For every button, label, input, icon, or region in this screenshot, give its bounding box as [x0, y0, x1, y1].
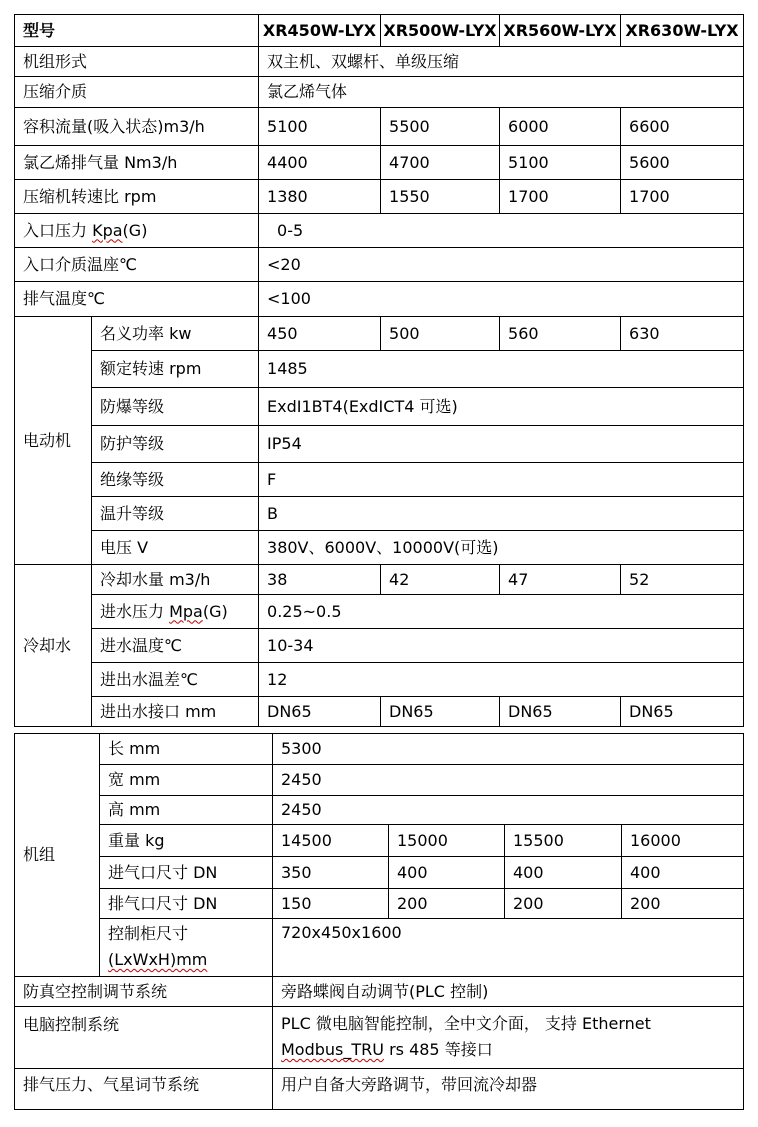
table-row — [15, 889, 744, 919]
table-row — [15, 180, 744, 214]
row-value: 2450 — [273, 765, 744, 796]
row-value: 0.25~0.5 — [259, 595, 744, 629]
table-row — [15, 108, 744, 146]
row-label — [100, 919, 273, 977]
row-label: 进水温度℃ — [92, 629, 259, 663]
row-label — [15, 214, 259, 248]
table-row — [15, 796, 744, 825]
table-row — [15, 765, 744, 796]
row-label — [92, 595, 259, 629]
row-label: 防护等级 — [92, 426, 259, 463]
row-label: 防爆等级 — [92, 388, 259, 426]
value-line-2 — [281, 1037, 743, 1063]
cell: 5500 — [381, 108, 500, 146]
table-row — [15, 565, 744, 595]
table-row — [15, 1007, 744, 1069]
cell: 14500 — [273, 825, 389, 857]
table-row — [15, 595, 744, 629]
row-label: 高 mm — [100, 796, 273, 825]
row-value: <20 — [259, 248, 744, 282]
row-value: 5300 — [273, 734, 744, 765]
cell: 4700 — [381, 146, 500, 180]
row-value: 双主机、双螺杆、单级压缩 — [259, 47, 744, 77]
header-row — [15, 15, 744, 47]
table-row — [15, 734, 744, 765]
cell: 450 — [259, 317, 381, 351]
row-label: 冷却水量 m3/h — [92, 565, 259, 595]
table-row — [15, 463, 744, 497]
table-row — [15, 825, 744, 857]
group-label-cooling: 冷却水 — [15, 565, 92, 727]
row-value: 氯乙烯气体 — [259, 77, 744, 108]
model-1: XR450W-LYX — [259, 15, 381, 47]
table-row — [15, 282, 744, 317]
table-row — [15, 663, 744, 697]
label-unit: Kpa — [92, 220, 123, 240]
table-row — [15, 351, 744, 388]
table-row — [15, 77, 744, 108]
label-suffix: (G) — [202, 601, 228, 621]
cell: DN65 — [621, 697, 744, 727]
row-label: 入口介质温座℃ — [15, 248, 259, 282]
row-label: 进出水接口 mm — [92, 697, 259, 727]
row-label: 排气口尺寸 DN — [100, 889, 273, 919]
label-text: 入口压力 — [23, 220, 93, 240]
row-value: IP54 — [259, 426, 744, 463]
row-label: 温升等级 — [92, 497, 259, 531]
cell: 15500 — [505, 825, 622, 857]
table-row — [15, 317, 744, 351]
row-label: 压缩机转速比 rpm — [15, 180, 259, 214]
row-value: 1485 — [259, 351, 744, 388]
row-label: 排气温度℃ — [15, 282, 259, 317]
cell: 1380 — [259, 180, 381, 214]
row-value: 旁路蝶阀自动调节(PLC 控制) — [273, 977, 744, 1007]
cell: DN65 — [500, 697, 621, 727]
cell: 6600 — [621, 108, 744, 146]
cell: 47 — [500, 565, 621, 595]
cell: 38 — [259, 565, 381, 595]
table-row — [15, 629, 744, 663]
cell: 5100 — [500, 146, 621, 180]
row-value: 0-5 — [259, 214, 744, 248]
cell: 560 — [500, 317, 621, 351]
row-label: 电压 V — [92, 531, 259, 565]
table-row — [15, 977, 744, 1007]
model-4: XR630W-LYX — [621, 15, 744, 47]
cell: 16000 — [622, 825, 744, 857]
cell: 5100 — [259, 108, 381, 146]
row-label: 氯乙烯排气量 Nm3/h — [15, 146, 259, 180]
table-row — [15, 857, 744, 889]
table-row — [15, 47, 744, 77]
row-value: 380V、6000V、10000V(可选) — [259, 531, 744, 565]
table-row — [15, 497, 744, 531]
row-label: 绝缘等级 — [92, 463, 259, 497]
row-label: 进出水温差℃ — [92, 663, 259, 697]
row-label: 机组形式 — [15, 47, 259, 77]
table-row — [15, 146, 744, 180]
spec-table-unit — [14, 733, 744, 1110]
cell: 52 — [621, 565, 744, 595]
spec-table-main — [14, 14, 744, 727]
table-row — [15, 1069, 744, 1110]
row-label: 进气口尺寸 DN — [100, 857, 273, 889]
label-unit: (LxWxH)mm — [108, 950, 208, 969]
row-value: F — [259, 463, 744, 497]
row-label: 长 mm — [100, 734, 273, 765]
table-row — [15, 531, 744, 565]
table-row — [15, 697, 744, 727]
model-label: 型号 — [15, 15, 259, 47]
row-value: B — [259, 497, 744, 531]
cell: 6000 — [500, 108, 621, 146]
label-suffix: (G) — [122, 220, 148, 240]
table-row — [15, 248, 744, 282]
row-value: 2450 — [273, 796, 744, 825]
row-label: 防真空控制调节系统 — [15, 977, 273, 1007]
row-value: 用户自备大旁路调节，带回流冷却器 — [273, 1069, 744, 1110]
row-value: <100 — [259, 282, 744, 317]
label-unit: Mpa — [169, 601, 203, 621]
row-value — [273, 1007, 744, 1069]
cell: 150 — [273, 889, 389, 919]
row-label: 压缩介质 — [15, 77, 259, 108]
cell: DN65 — [381, 697, 500, 727]
row-label: 宽 mm — [100, 765, 273, 796]
cell: 42 — [381, 565, 500, 595]
table-row — [15, 919, 744, 977]
label-text: 进水压力 — [100, 601, 170, 621]
cell: 400 — [505, 857, 622, 889]
cell: DN65 — [259, 697, 381, 727]
label-line-2 — [108, 947, 272, 973]
row-label: 排气压力、气星词节系统 — [15, 1069, 273, 1110]
cell: 1550 — [381, 180, 500, 214]
row-value: 10-34 — [259, 629, 744, 663]
table-row — [15, 426, 744, 463]
cell: 1700 — [621, 180, 744, 214]
row-value: 720x450x1600 — [273, 919, 744, 977]
group-label-unit: 机组 — [15, 734, 100, 977]
cell: 630 — [621, 317, 744, 351]
cell: 500 — [381, 317, 500, 351]
table-row — [15, 214, 744, 248]
row-label: 重量 kg — [100, 825, 273, 857]
cell: 1700 — [500, 180, 621, 214]
row-label: 容积流量(吸入状态)m3/h — [15, 108, 259, 146]
cell: 200 — [622, 889, 744, 919]
row-value: ExdI1BT4(ExdICT4 可选) — [259, 388, 744, 426]
value-protocol: Modbus_TRU — [281, 1040, 384, 1059]
model-3: XR560W-LYX — [500, 15, 621, 47]
row-label: 额定转速 rpm — [92, 351, 259, 388]
model-2: XR500W-LYX — [381, 15, 500, 47]
cell: 200 — [505, 889, 622, 919]
cell: 4400 — [259, 146, 381, 180]
cell: 5600 — [621, 146, 744, 180]
cell: 15000 — [389, 825, 505, 857]
group-label-motor: 电动机 — [15, 317, 92, 565]
label-line-1: 控制柜尺寸 — [108, 924, 189, 943]
row-label: 电脑控制系统 — [15, 1007, 273, 1069]
value-rest: rs 485 等接口 — [383, 1040, 493, 1059]
value-line-1: PLC 微电脑智能控制，全中文介面， 支持 Ethernet — [281, 1014, 651, 1033]
cell: 400 — [389, 857, 505, 889]
row-label: 名义功率 kw — [92, 317, 259, 351]
row-value: 12 — [259, 663, 744, 697]
cell: 400 — [622, 857, 744, 889]
cell: 200 — [389, 889, 505, 919]
cell: 350 — [273, 857, 389, 889]
table-row — [15, 388, 744, 426]
